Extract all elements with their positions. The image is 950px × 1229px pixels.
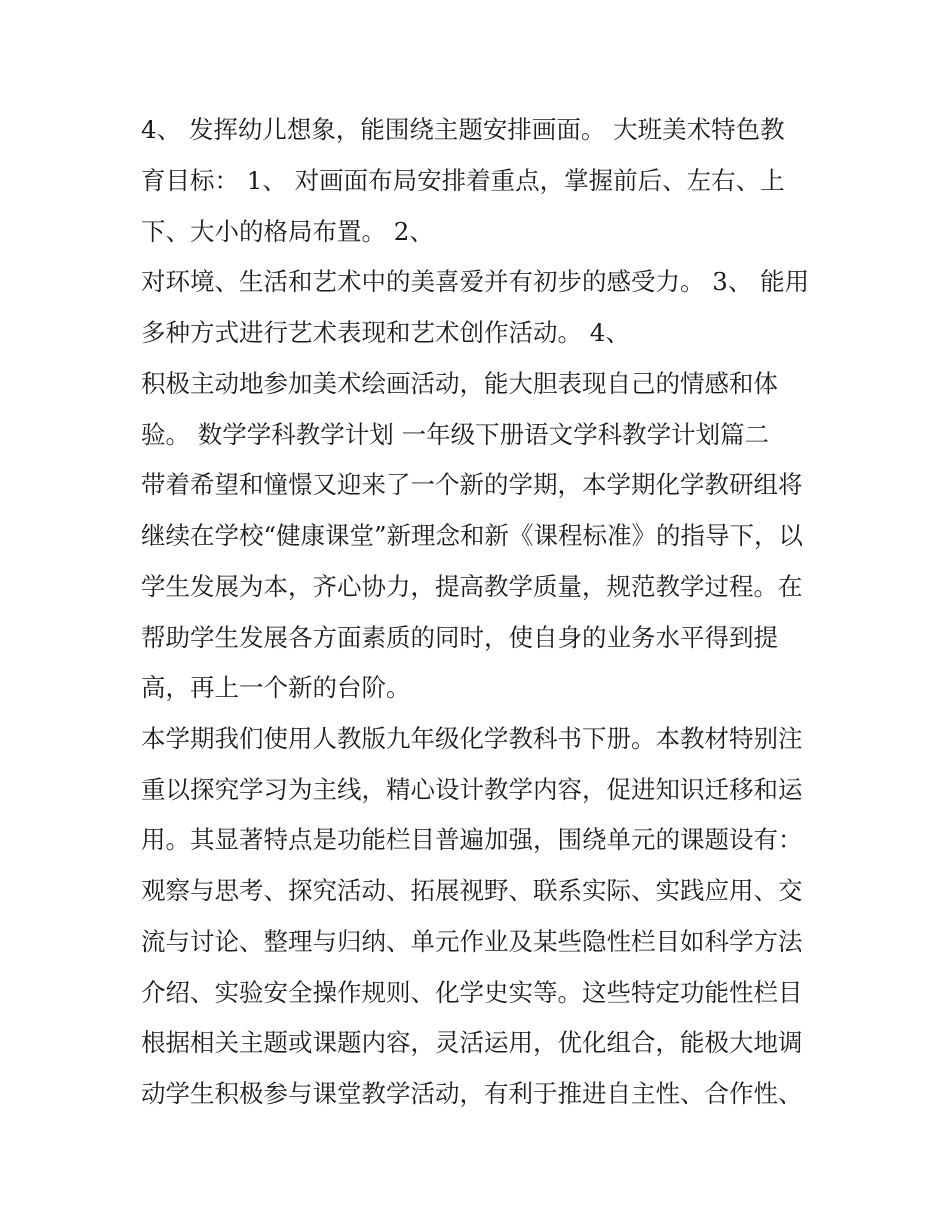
text-line: 观察与思考、探究活动、拓展视野、联系实际、实践应用、交 — [141, 876, 803, 905]
text-line: 继续在学校“健康课堂”新理念和新《课程标准》的指导下，以 — [141, 521, 804, 550]
text-line: 下、大小的格局布置。 2、 — [141, 217, 434, 246]
text-line: 验。 数学学科教学计划 一年级下册语文学科教学计划篇二 — [141, 420, 770, 449]
text-line: 积极主动地参加美术绘画活动，能大胆表现自己的情感和体 — [141, 369, 778, 398]
text-line: 介绍、实验安全操作规则、化学史实等。这些特定功能性栏目 — [141, 978, 803, 1007]
text-line: 高，再上一个新的台阶。 — [141, 673, 411, 702]
text-line: 动学生积极参与课堂教学活动，有利于推进自主性、合作性、 — [141, 1079, 803, 1108]
text-line: 多种方式进行艺术表现和艺术创作活动。 4、 — [141, 318, 630, 347]
text-line: 根据相关主题或课题内容，灵活运用，优化组合，能极大地调 — [141, 1028, 803, 1057]
text-line: 对环境、生活和艺术中的美喜爱并有初步的感受力。 3、 能用 — [141, 267, 810, 296]
text-line: 带着希望和憧憬又迎来了一个新的学期，本学期化学教研组将 — [141, 470, 803, 499]
text-line: 帮助学生发展各方面素质的同时，使自身的业务水平得到提 — [141, 623, 778, 652]
text-line: 本学期我们使用人教版九年级化学教科书下册。本教材特别注 — [141, 724, 803, 753]
text-line: 育目标： 1、 对画面布局安排着重点，掌握前后、左右、上 — [141, 166, 785, 195]
text-line: 流与讨论、整理与归纳、单元作业及某些隐性栏目如科学方法 — [141, 927, 803, 956]
text-line: 重以探究学习为主线，精心设计教学内容，促进知识迁移和运 — [141, 775, 803, 804]
text-line: 学生发展为本，齐心协力，提高教学质量，规范教学过程。在 — [141, 572, 803, 601]
text-line: 4、 发挥幼儿想象，能围绕主题安排画面。 大班美术特色教 — [141, 115, 785, 144]
text-line: 用。其显著特点是功能栏目普遍加强，围绕单元的课题设有： — [141, 825, 803, 854]
